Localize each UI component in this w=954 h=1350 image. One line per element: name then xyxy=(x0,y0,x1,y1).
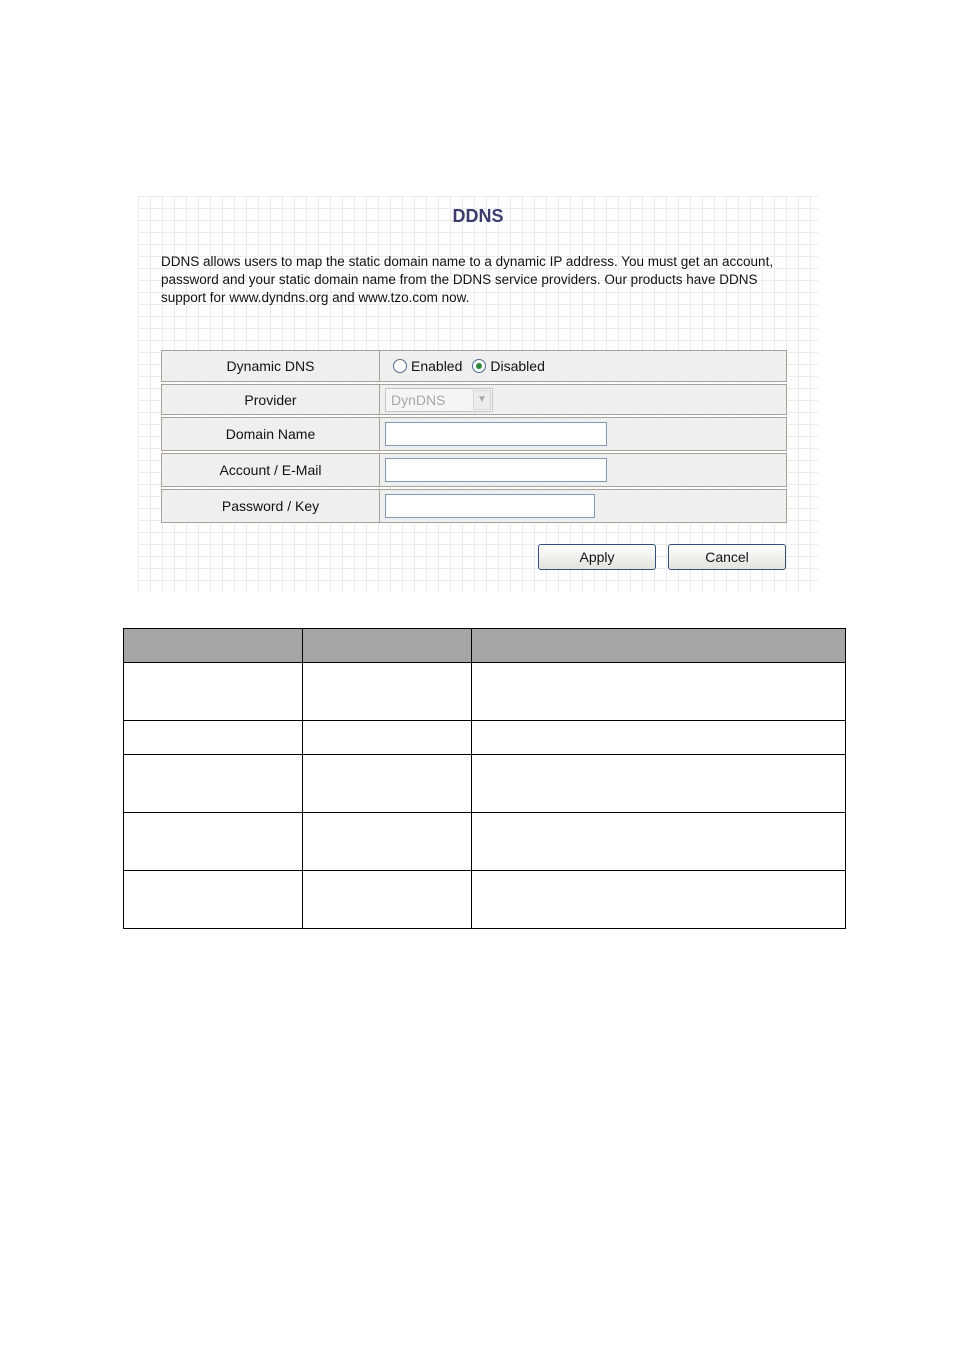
header-cell xyxy=(124,629,303,663)
account-input[interactable] xyxy=(385,458,607,482)
form-row-account xyxy=(161,453,787,487)
provider-select[interactable] xyxy=(385,388,493,412)
enabled-radio-label[interactable]: Enabled xyxy=(411,358,463,374)
password-label: Password / Key xyxy=(161,489,380,523)
apply-button[interactable]: Apply xyxy=(538,544,656,570)
table-row xyxy=(124,813,846,871)
form-row-dynamic-dns xyxy=(161,350,787,382)
password-input[interactable] xyxy=(385,494,595,518)
chevron-down-icon[interactable]: ▼ xyxy=(473,390,491,410)
table-row xyxy=(124,755,846,813)
cancel-button[interactable]: Cancel xyxy=(668,544,786,570)
form-row-domain-name xyxy=(161,417,787,451)
provider-label: Provider xyxy=(161,384,380,415)
page-title: DDNS xyxy=(452,206,504,226)
dynamic-dns-label: Dynamic DNS xyxy=(161,350,380,382)
domain-name-input[interactable] xyxy=(385,422,607,446)
disabled-radio-label[interactable]: Disabled xyxy=(490,358,545,374)
domain-name-label: Domain Name xyxy=(161,417,380,451)
description-table-header xyxy=(124,629,846,663)
account-label: Account / E-Mail xyxy=(161,453,380,487)
form-row-provider xyxy=(161,384,787,415)
form-row-password xyxy=(161,489,787,523)
table-row xyxy=(124,721,846,755)
page-description: DDNS allows users to map the static domain name to a dynamic IP address. You must get an account, password and your static domain name from the DDNS service providers. Our products have DDNS support for www.dyndns.org and www.tzo.com now. xyxy=(161,254,774,305)
ddns-form xyxy=(161,348,787,525)
provider-select-value: DynDNS xyxy=(391,391,446,408)
header-cell xyxy=(472,629,846,663)
dynamic-dns-radio-group xyxy=(385,358,786,374)
description-table xyxy=(123,628,846,929)
ddns-panel xyxy=(138,196,818,592)
disabled-radio[interactable] xyxy=(472,359,486,373)
enabled-radio[interactable] xyxy=(393,359,407,373)
header-cell xyxy=(303,629,472,663)
table-row xyxy=(124,663,846,721)
table-row xyxy=(124,871,846,929)
